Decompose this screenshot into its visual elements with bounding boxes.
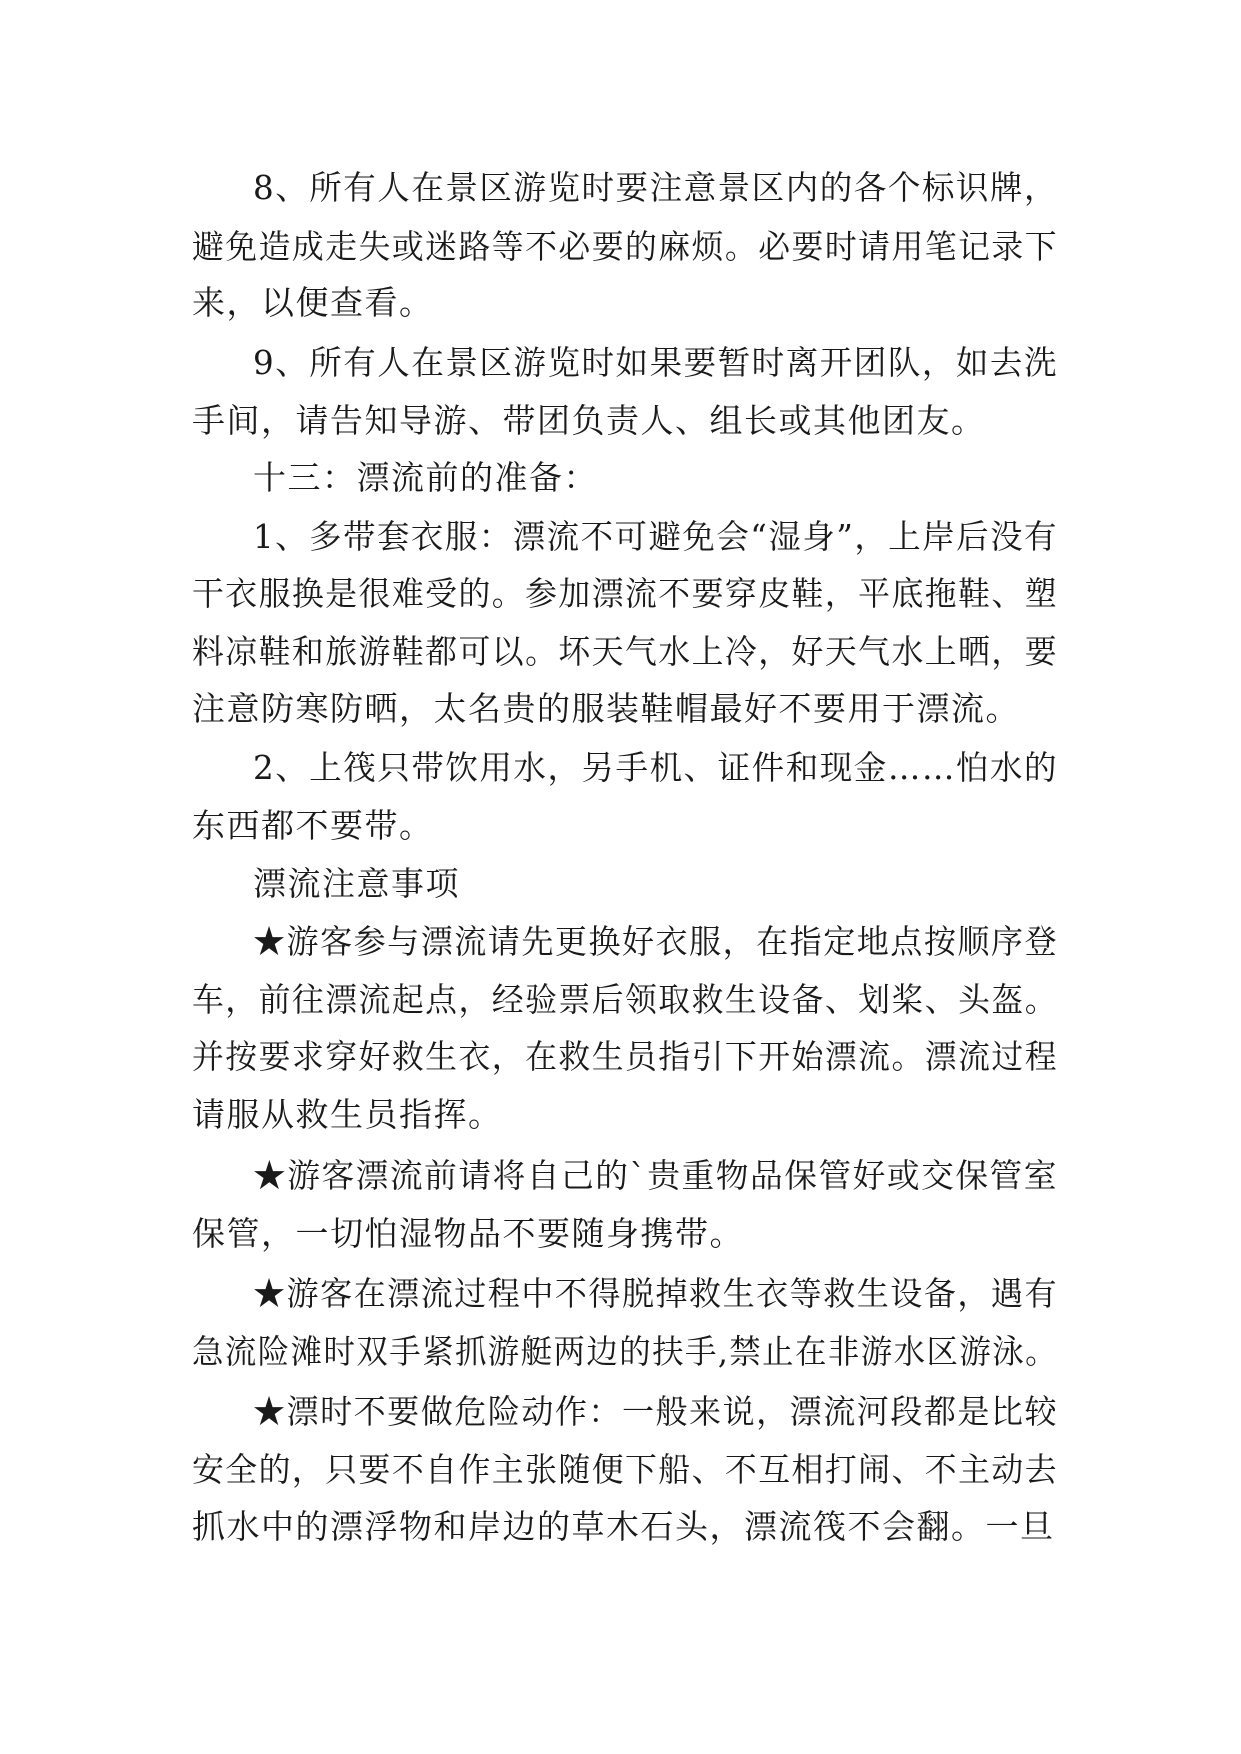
- text-line-content: 干衣服换是很难受的。参加漂流不要穿皮鞋，平底拖鞋、塑: [192, 574, 1058, 613]
- text-line: [0, 401, 1241, 441]
- text-line-content: 保管，一切怕湿物品不要随身携带。: [192, 1214, 744, 1253]
- text-line-content: 2、上筏只带饮用水，另手机、证件和现金……怕水的: [253, 748, 1058, 787]
- text-line: [0, 1392, 1241, 1432]
- text-line-content: 8、所有人在景区游览时要注意景区内的各个标识牌，: [253, 168, 1058, 207]
- text-line-content: ★漂时不要做危险动作：一般来说，漂流河段都是比较: [253, 1392, 1058, 1431]
- text-line-content: ★游客漂流前请将自己的`贵重物品保管好或交保管室: [253, 1156, 1058, 1195]
- text-line: [0, 1450, 1241, 1490]
- text-line-content: 9、所有人在景区游览时如果要暂时离开团队，如去洗: [253, 343, 1058, 382]
- section-heading: [0, 864, 1241, 904]
- text-line-content: 避免造成走失或迷路等不必要的麻烦。必要时请用笔记录下: [192, 227, 1058, 266]
- text-line-content: 车，前往漂流起点，经验票后领取救生设备、划桨、头盔。: [192, 980, 1058, 1019]
- text-line: [0, 283, 1241, 323]
- text-line: [0, 748, 1241, 788]
- text-line: [0, 168, 1241, 208]
- section-heading-text: 十三：漂流前的准备：: [253, 458, 598, 497]
- text-line: [0, 1214, 1241, 1254]
- text-line: [0, 980, 1241, 1020]
- text-line-content: 料凉鞋和旅游鞋都可以。坏天气水上冷，好天气水上晒，要: [192, 632, 1058, 671]
- text-line: [0, 632, 1241, 672]
- text-line-content: 来，以便查看。: [192, 283, 434, 322]
- text-line: [0, 1037, 1241, 1077]
- text-line-content: 抓水中的漂浮物和岸边的草木石头，漂流筏不会翻。一旦: [192, 1507, 1055, 1546]
- text-line-content: 注意防寒防晒，太名贵的服装鞋帽最好不要用于漂流。: [192, 689, 1020, 728]
- text-line-content: 请服从救生员指挥。: [192, 1095, 503, 1134]
- text-line-content: 1、多带套衣服：漂流不可避免会“湿身”，上岸后没有: [253, 517, 1058, 556]
- text-line: [0, 1156, 1241, 1196]
- text-line-content: 手间，请告知导游、带团负责人、组长或其他团友。: [192, 401, 986, 440]
- text-line: [0, 343, 1241, 383]
- text-line: [0, 574, 1241, 614]
- section-heading: [0, 458, 1241, 498]
- text-line: [0, 806, 1241, 846]
- text-line-content: 东西都不要带。: [192, 806, 434, 845]
- text-line: [0, 227, 1241, 267]
- text-line-content: 急流险滩时双手紧抓游艇两边的扶手,禁止在非游水区游泳。: [192, 1332, 1058, 1371]
- text-line-content: 并按要求穿好救生衣，在救生员指引下开始漂流。漂流过程: [192, 1037, 1058, 1076]
- text-line: [0, 1507, 1241, 1547]
- text-line: [0, 922, 1241, 962]
- text-line-content: 安全的，只要不自作主张随便下船、不互相打闹、不主动去: [192, 1450, 1058, 1489]
- text-line: [0, 1332, 1241, 1372]
- text-line: [0, 517, 1241, 557]
- text-line-content: ★游客参与漂流请先更换好衣服，在指定地点按顺序登: [253, 922, 1058, 961]
- text-line: [0, 1095, 1241, 1135]
- text-line: [0, 689, 1241, 729]
- text-line: [0, 1274, 1241, 1314]
- section-heading-text: 漂流注意事项: [253, 864, 460, 903]
- text-line-content: ★游客在漂流过程中不得脱掉救生衣等救生设备，遇有: [253, 1274, 1058, 1313]
